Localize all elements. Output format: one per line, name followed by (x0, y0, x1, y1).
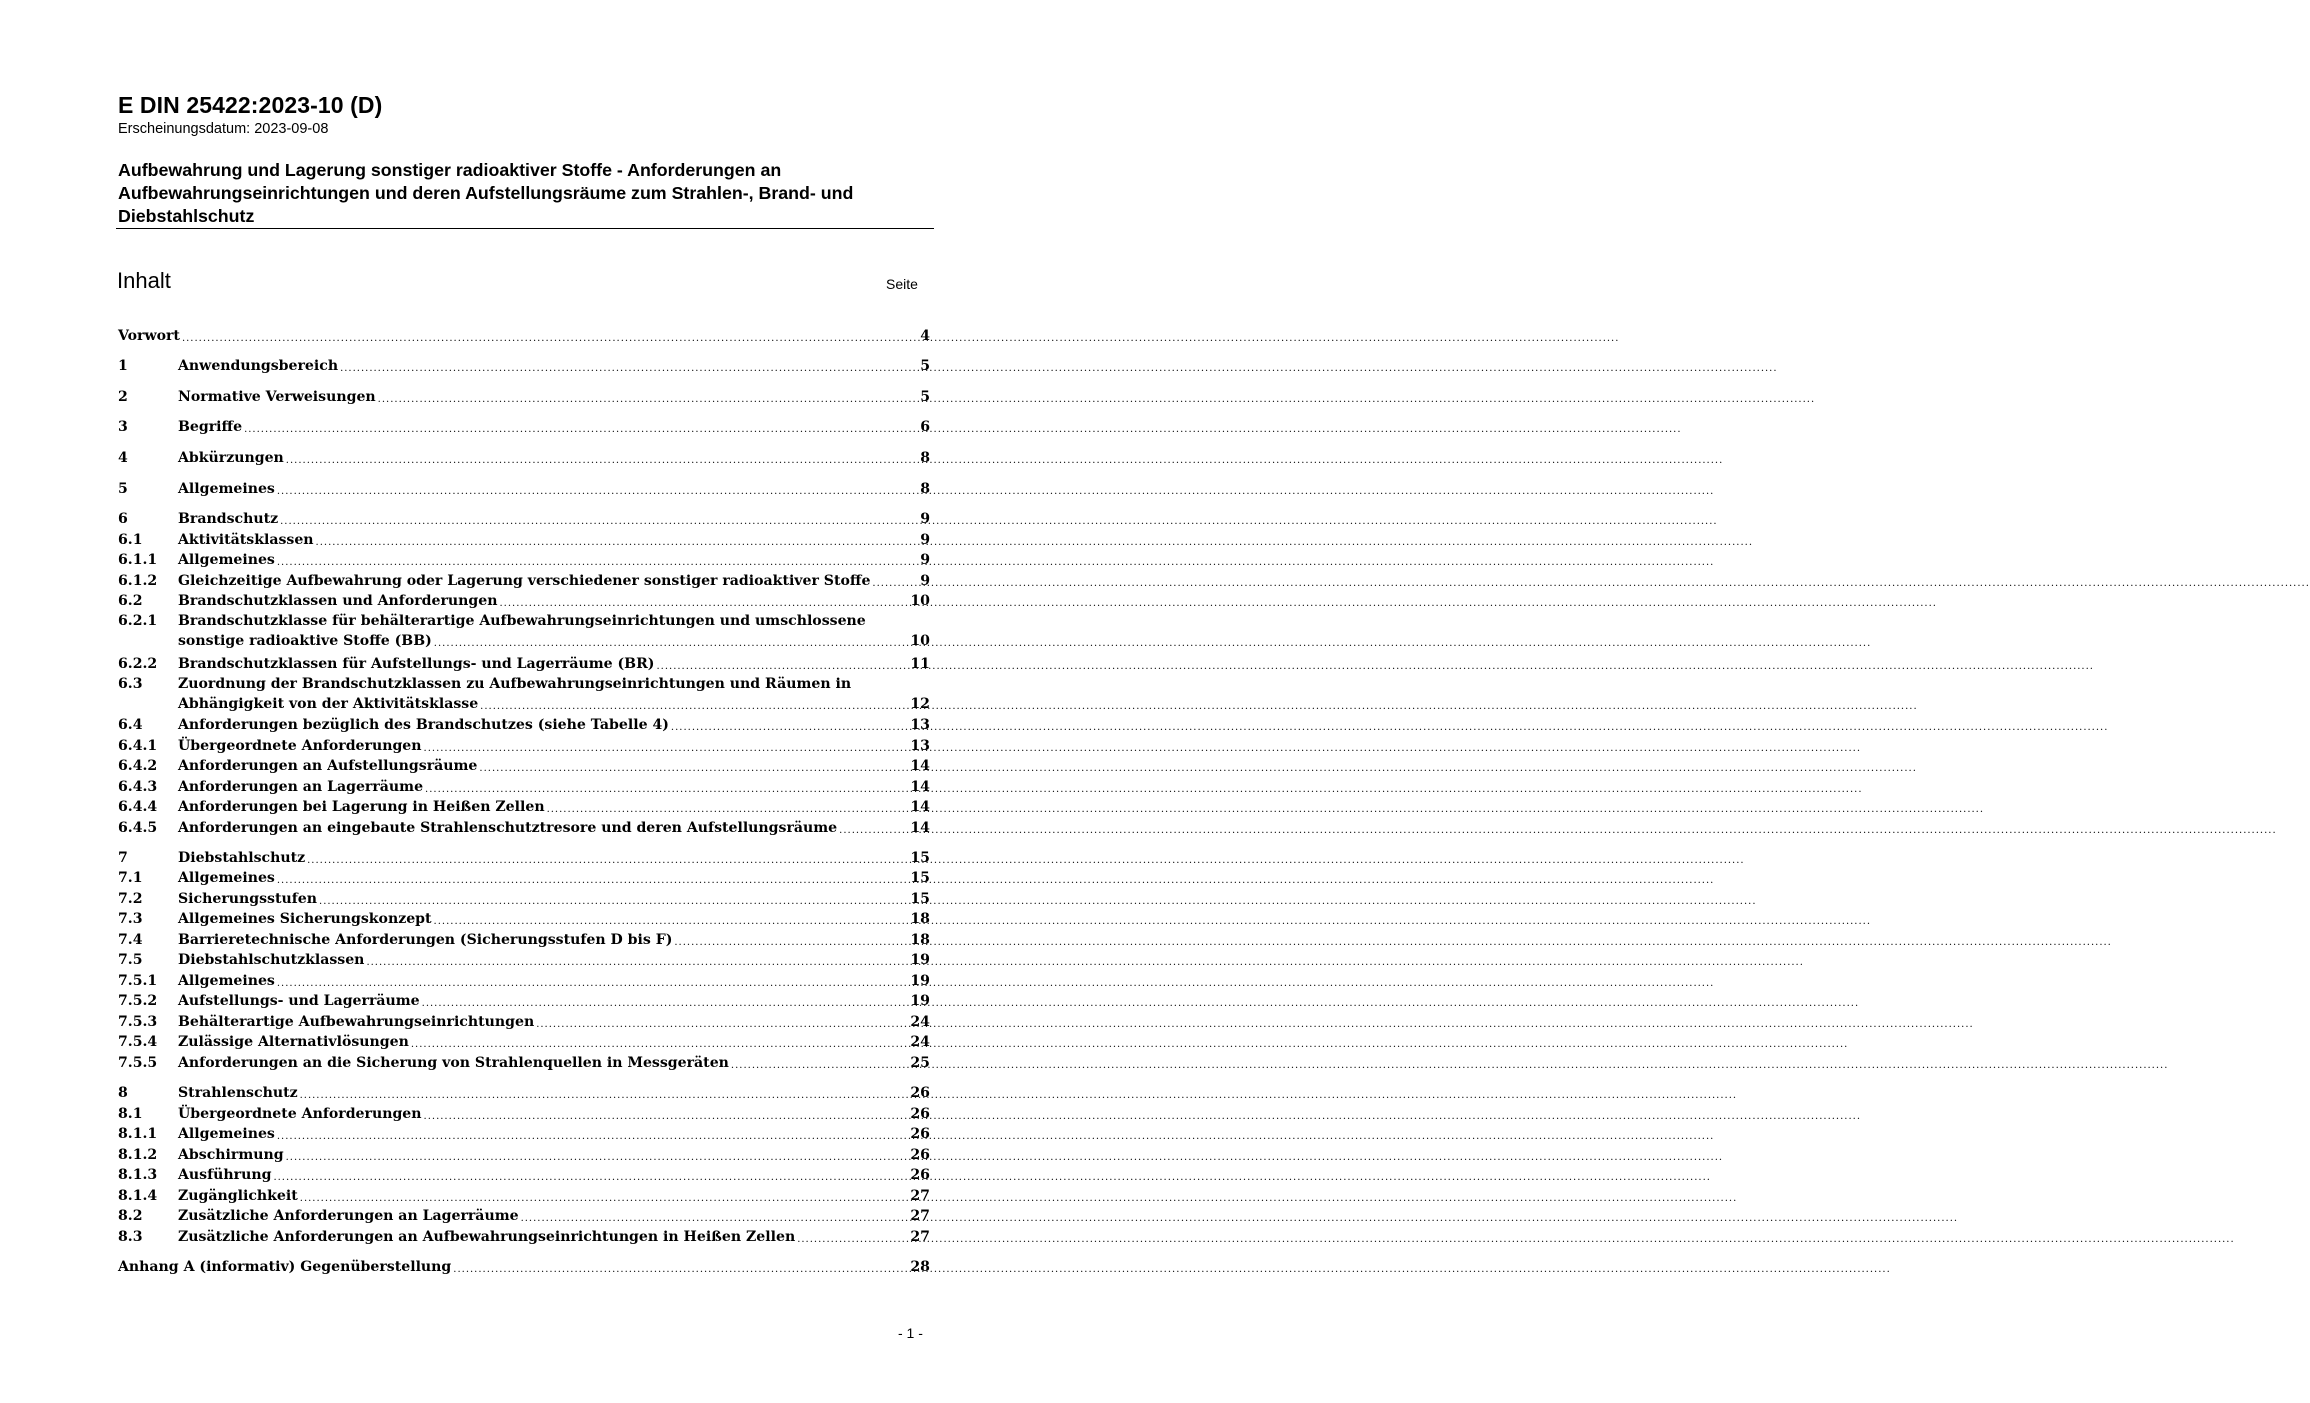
toc-entry-title: Gleichzeitige Aufbewahrung oder Lagerung verschiedener sonstiger radioaktiver Stoffe (178, 572, 871, 589)
toc-entry[interactable] (118, 1052, 930, 1073)
toc-dot-leader (378, 393, 919, 407)
toc-dot-leader (366, 956, 908, 970)
toc-entry-title: Übergeordnete Anforderungen (178, 737, 422, 754)
toc-entry-title-continued: sonstige radioaktive Stoffe (BB) (178, 633, 432, 649)
toc-entry[interactable] (118, 1226, 930, 1247)
toc-page-label: Seite (886, 276, 918, 292)
toc-dot-leader (536, 1018, 908, 1032)
toc-entry-title: Zusätzliche Anforderungen an Lagerräume (178, 1207, 519, 1224)
toc-entry-title: Anforderungen bei Lagerung in Heißen Zellen (178, 798, 545, 815)
toc-dot-leader (424, 742, 909, 756)
toc-entry[interactable] (118, 867, 930, 888)
toc-entry-title: Normative Verweisungen (178, 388, 376, 405)
toc-entry[interactable] (118, 325, 930, 346)
toc-dot-leader (434, 915, 909, 929)
toc-entry-page: 19 (910, 972, 930, 989)
toc-entry[interactable] (118, 416, 930, 437)
toc-entry[interactable] (118, 776, 930, 797)
toc-dot-leader (277, 556, 918, 570)
toc-entry-title-continued: Abhängigkeit von der Aktivitätsklasse (178, 696, 479, 712)
toc-entry-title: Zugänglichkeit (178, 1187, 298, 1204)
toc-entry-number: 1 (118, 357, 128, 374)
toc-entry[interactable] (118, 1144, 930, 1165)
toc-entry-page: 26 (910, 1146, 930, 1163)
toc-dot-leader (547, 803, 909, 817)
toc-dot-leader (316, 536, 919, 550)
toc-entry-page: 19 (910, 992, 930, 1009)
toc-entry-title: Ausführung (178, 1166, 272, 1183)
toc-entry-number: 7.2 (118, 890, 143, 907)
toc-entry-page: 19 (910, 951, 930, 968)
toc-entry-number: 8.2 (118, 1207, 143, 1224)
toc-dot-leader (244, 423, 918, 437)
toc-entry[interactable] (118, 908, 930, 929)
toc-entry[interactable] (118, 1123, 930, 1144)
toc-dot-leader (286, 454, 918, 468)
toc-entry-number: 6.4.3 (118, 778, 158, 795)
toc-entry-page: 9 (920, 531, 930, 548)
toc-entry-page: 27 (910, 1228, 930, 1245)
toc-dot-leader (731, 1059, 908, 1073)
toc-dot-leader (671, 721, 908, 735)
toc-dot-leader (277, 977, 909, 991)
toc-dot-leader (422, 997, 909, 1011)
toc-entry-number: 7.4 (118, 931, 143, 948)
toc-entry-number: 6 (118, 510, 128, 527)
toc-entry[interactable] (118, 949, 930, 970)
toc-entry-page: 9 (920, 510, 930, 527)
toc-entry-number: 8 (118, 1084, 128, 1101)
toc-dot-leader (273, 1171, 908, 1185)
toc-entry-page: 26 (910, 1166, 930, 1183)
toc-dot-leader (479, 762, 908, 776)
toc-dot-leader (307, 854, 908, 868)
document-id: E DIN 25422:2023-10 (D) (118, 92, 383, 118)
toc-dot-leader (340, 362, 918, 376)
toc-entry-title: Allgemeines (178, 551, 275, 568)
title-divider (116, 228, 934, 229)
toc-entry-page: 25 (910, 1054, 930, 1071)
toc-entry[interactable] (118, 570, 930, 591)
toc-entry[interactable] (118, 478, 930, 499)
toc-entry-number: 6.2.2 (118, 655, 158, 672)
toc-entry-number: 8.1 (118, 1105, 143, 1122)
toc-entry-page: 26 (910, 1084, 930, 1101)
toc-dot-leader (300, 1089, 909, 1103)
toc-entry-page: 28 (910, 1258, 930, 1275)
toc-entry-page: 13 (910, 737, 930, 754)
toc-entry-page: 10 (910, 592, 930, 609)
toc-entry-page: 14 (910, 819, 930, 836)
toc-entry-page: 8 (920, 480, 930, 497)
toc-dot-leader (656, 660, 908, 674)
toc-entry[interactable] (118, 929, 930, 950)
toc-entry-number: 7.5.2 (118, 992, 158, 1009)
toc-entry-page: 4 (920, 327, 930, 344)
toc-dot-leader (300, 1192, 909, 1206)
toc-entry[interactable] (118, 610, 930, 651)
toc-entry[interactable] (118, 653, 930, 674)
toc-entry[interactable] (118, 590, 930, 611)
toc-entry[interactable] (118, 714, 930, 735)
toc-entry-title: Zulässige Alternativlösungen (178, 1033, 409, 1050)
toc-entry-number: 6.3 (118, 675, 143, 692)
toc-entry-title: Brandschutzklassen für Aufstellungs- und Lagerräume (BR) (178, 655, 655, 672)
toc-entry[interactable] (118, 755, 930, 776)
toc-entry-title: Diebstahlschutz (178, 849, 306, 866)
page-number: - 1 - (898, 1325, 923, 1341)
toc-dot-leader (286, 1151, 909, 1165)
toc-dot-leader (425, 783, 908, 797)
toc-entry-title: Anwendungsbereich (178, 357, 339, 374)
toc-entry[interactable] (118, 1011, 930, 1032)
toc-entry-page: 27 (910, 1187, 930, 1204)
toc-entry-title: Zuordnung der Brandschutzklassen zu Aufbewahrungseinrichtungen und Räumen in (178, 675, 852, 692)
toc-dot-leader (797, 1233, 908, 1247)
toc-entry-title: Aufstellungs- und Lagerräume (178, 992, 420, 1009)
toc-dot-leader (277, 485, 918, 499)
toc-entry-title: Anforderungen bezüglich des Brandschutzes (siehe Tabelle 4) (178, 716, 669, 733)
toc-entry[interactable] (118, 817, 930, 838)
toc-entry-page: 5 (920, 357, 930, 374)
toc-entry-page: 18 (910, 910, 930, 927)
toc-entry-page: 15 (910, 869, 930, 886)
toc-entry-title: Brandschutzklasse für behälterartige Aufbewahrungseinrichtungen und umschlossene (178, 612, 866, 629)
toc-entry[interactable] (118, 1256, 930, 1277)
toc-entry-page: 14 (910, 757, 930, 774)
toc-entry-title: Aktivitätsklassen (178, 531, 314, 548)
toc-dot-leader (319, 895, 908, 909)
toc-entry-number: 7.5.3 (118, 1013, 158, 1030)
toc-entry-title: Behälterartige Aufbewahrungseinrichtungen (178, 1013, 535, 1030)
toc-entry[interactable] (118, 847, 930, 868)
toc-entry[interactable] (118, 549, 930, 570)
toc-dot-leader (453, 1263, 908, 1277)
toc-entry-page: 18 (910, 931, 930, 948)
toc-entry-page: 27 (910, 1207, 930, 1224)
toc-entry-title: Zusätzliche Anforderungen an Aufbewahrungseinrichtungen in Heißen Zellen (178, 1228, 796, 1245)
toc-entry-number: 5 (118, 480, 128, 497)
toc-entry-number: 6.4.4 (118, 798, 158, 815)
toc-entry-number: 8.1.2 (118, 1146, 158, 1163)
toc-entry-page: 26 (910, 1105, 930, 1122)
toc-entry-title: Allgemeines (178, 869, 275, 886)
toc-entry-title: Allgemeines (178, 1125, 275, 1142)
toc-entry-number: 8.1.3 (118, 1166, 158, 1183)
toc-entry-title: Strahlenschutz (178, 1084, 298, 1101)
toc-entry-number: 6.4.2 (118, 757, 158, 774)
document-page (0, 0, 992, 1403)
toc-entry-page: 9 (920, 572, 930, 589)
toc-entry[interactable] (118, 796, 930, 817)
toc-entry-number: 6.1.2 (118, 572, 158, 589)
toc-entry-title: Übergeordnete Anforderungen (178, 1105, 422, 1122)
toc-entry[interactable] (118, 447, 930, 468)
toc-dot-leader (182, 332, 918, 346)
toc-entry-number: 6.4.1 (118, 737, 158, 754)
toc-entry-title: Barrieretechnische Anforderungen (Sicherungsstufen D bis F) (178, 931, 673, 948)
toc-entry-number: 2 (118, 388, 128, 405)
toc-entry-number: 6.2 (118, 592, 143, 609)
toc-entry-title: Abschirmung (178, 1146, 284, 1163)
toc-entry[interactable] (118, 1103, 930, 1124)
toc-entry-page: 26 (910, 1125, 930, 1142)
toc-dot-leader (277, 1130, 909, 1144)
toc-entry-number: 3 (118, 418, 128, 435)
toc-entry-title: Diebstahlschutzklassen (178, 951, 365, 968)
toc-entry-number: 6.1.1 (118, 551, 158, 568)
toc-entry-number: 6.4.5 (118, 819, 158, 836)
toc-entry-title: Anforderungen an die Sicherung von Strahlenquellen in Messgeräten (178, 1054, 729, 1071)
toc-entry-number: 8.3 (118, 1228, 143, 1245)
toc-dot-leader (277, 874, 909, 888)
toc-entry-page: 15 (910, 890, 930, 907)
toc-entry-title: Begriffe (178, 418, 243, 435)
toc-entry-number: 8.1.4 (118, 1187, 158, 1204)
toc-entry[interactable] (118, 1164, 930, 1185)
toc-dot-leader (839, 824, 908, 838)
toc-entry-title: Abkürzungen (178, 449, 284, 466)
toc-entry[interactable] (118, 529, 930, 550)
toc-entry-page: 10 (910, 633, 930, 649)
toc-entry-page: 8 (920, 449, 930, 466)
toc-entry-title: Brandschutzklassen und Anforderungen (178, 592, 498, 609)
toc-entry-title: Allgemeines (178, 972, 275, 989)
toc-entry-page: 5 (920, 388, 930, 405)
toc-entry-number: 7.5 (118, 951, 143, 968)
toc-entry-title: Allgemeines Sicherungskonzept (178, 910, 432, 927)
toc-entry-title: Anforderungen an Lagerräume (178, 778, 424, 795)
toc-entry[interactable] (118, 1082, 930, 1103)
toc-entry-page: 12 (910, 696, 930, 712)
toc-entry[interactable] (118, 1031, 930, 1052)
toc-entry-number: 7 (118, 849, 128, 866)
toc-entry-number: 8.1.1 (118, 1125, 158, 1142)
toc-entry-number: 6.1 (118, 531, 143, 548)
toc-entry[interactable] (118, 970, 930, 991)
toc-entry-number: 7.3 (118, 910, 143, 927)
toc-entry[interactable] (118, 508, 930, 529)
toc-entry-number: 7.5.1 (118, 972, 158, 989)
toc-entry[interactable] (118, 990, 930, 1011)
toc-dot-leader (434, 637, 909, 651)
toc-dot-leader (280, 515, 918, 529)
toc-entry-page: 6 (920, 418, 930, 435)
toc-dot-leader (499, 597, 908, 611)
toc-heading: Inhalt (117, 268, 171, 293)
toc-entry[interactable] (118, 1205, 930, 1226)
toc-entry-number: 6.4 (118, 716, 143, 733)
toc-entry[interactable] (118, 1185, 930, 1206)
toc-entry[interactable] (118, 355, 930, 376)
toc-entry-number: 6.2.1 (118, 612, 158, 629)
toc-dot-leader (521, 1212, 909, 1226)
toc-entry-title: Anforderungen an Aufstellungsräume (178, 757, 478, 774)
toc-entry-page: 11 (910, 655, 930, 672)
toc-entry-number: Vorwort (118, 327, 180, 344)
toc-entry[interactable] (118, 673, 930, 714)
toc-entry-page: 14 (910, 778, 930, 795)
toc-entry-page: 9 (920, 551, 930, 568)
toc-dot-leader (872, 577, 918, 591)
document-title: Aufbewahrung und Lagerung sonstiger radioaktiver Stoffe - Anforderungen an Aufbewahrungseinrichtungen und deren Aufstellungsräume zum Strahlen-, Brand- und Diebstahlschutz (118, 160, 854, 226)
toc-entry-title: Anforderungen an eingebaute Strahlenschutztresore und deren Aufstellungsräume (178, 819, 838, 836)
toc-entry-title: Allgemeines (178, 480, 275, 497)
toc-entry-title: Brandschutz (178, 510, 279, 527)
toc-dot-leader (411, 1038, 909, 1052)
toc-dot-leader (674, 936, 908, 950)
toc-entry-title: Sicherungsstufen (178, 890, 318, 907)
toc-entry-page: 13 (910, 716, 930, 733)
toc-entry-page: 14 (910, 798, 930, 815)
publication-date: Erscheinungsdatum: 2023-09-08 (118, 121, 329, 137)
toc-entry-number: Anhang A (informativ) Gegenüberstellung (118, 1258, 452, 1275)
toc-entry[interactable] (118, 386, 930, 407)
toc-entry-number: 7.5.5 (118, 1054, 158, 1071)
toc-entry-number: 7.5.4 (118, 1033, 158, 1050)
toc-entry-number: 7.1 (118, 869, 143, 886)
toc-dot-leader (424, 1110, 909, 1124)
toc-entry-number: 4 (118, 449, 128, 466)
toc-entry[interactable] (118, 735, 930, 756)
toc-entry[interactable] (118, 888, 930, 909)
toc-dot-leader (480, 700, 908, 714)
toc-entry-page: 24 (910, 1013, 930, 1030)
toc-entry-page: 24 (910, 1033, 930, 1050)
toc-entry-page: 15 (910, 849, 930, 866)
